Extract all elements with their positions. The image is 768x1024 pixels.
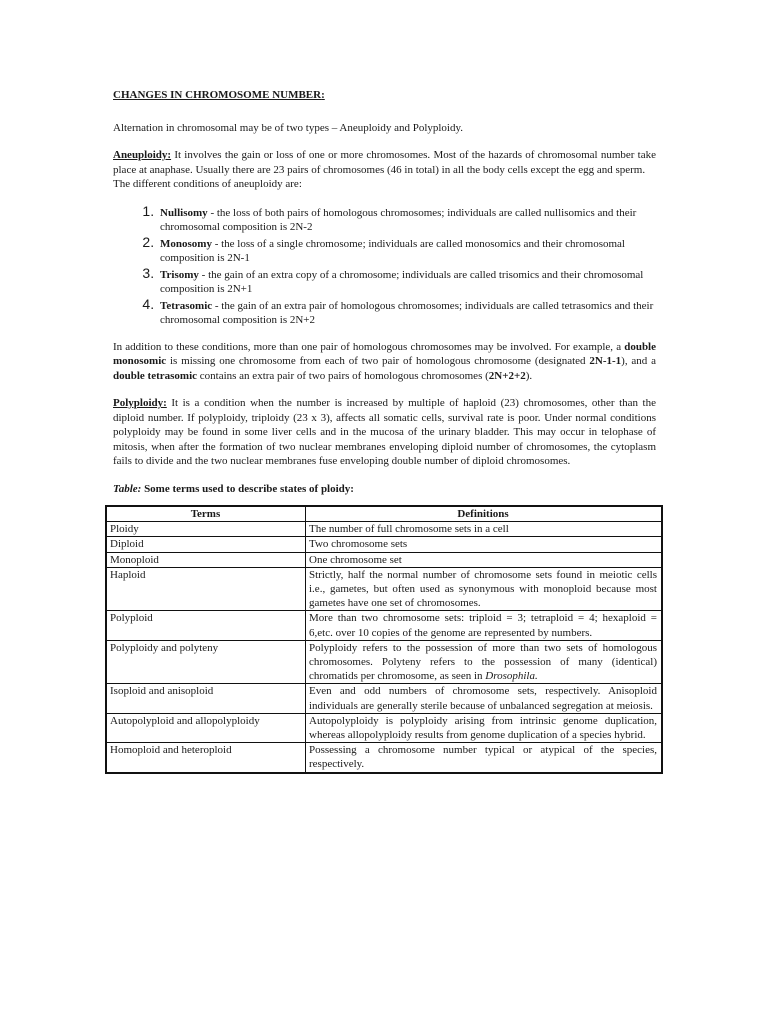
- conditions-list: [113, 204, 656, 328]
- definition-cell: Even and odd numbers of chromosome sets, respectively. Anisoploid individuals are generally sterile because of unbalanced segregation at meiosis.: [306, 684, 663, 713]
- definition-cell: Two chromosome sets: [306, 537, 663, 552]
- aneuploidy-term: Aneuploidy:: [113, 149, 172, 161]
- table-row: [106, 743, 662, 773]
- header-definitions: Definitions: [306, 506, 663, 522]
- table-caption: Table: Some terms used to describe states of ploidy:: [113, 482, 354, 495]
- term-cell: Ploidy: [106, 522, 306, 537]
- table-row: [106, 537, 662, 552]
- header-terms: Terms: [106, 506, 306, 522]
- table-header-row: [106, 506, 662, 522]
- term-cell: Haploid: [106, 567, 306, 611]
- table-row: [106, 567, 662, 611]
- definition-cell: Possessing a chromosome number typical or atypical of the species, respectively.: [306, 743, 663, 773]
- addition-paragraph: In addition to these conditions, more than one pair of homologous chromosomes may be involved. For example, a double monosomic is missing one chromosome from each of two pair of homologous chromosome (designated 2N-1-1), and a double tetrasomic contains an extra pair of two pairs of homologous chromosomes (2N+2+2).: [113, 340, 656, 382]
- table-row: [106, 640, 662, 684]
- definition-cell: One chromosome set: [306, 552, 663, 567]
- definition-cell: The number of full chromosome sets in a cell: [306, 522, 663, 537]
- aneuploidy-paragraph: Aneuploidy: It involves the gain or loss of one or more chromosomes. Most of the hazards of chromosomal number take place at anaphase. Usually there are 23 pairs of chromosomes (46 in total) in all the body cells except the egg and sperm.: [113, 149, 656, 176]
- definition-cell: Strictly, half the normal number of chromosome sets found in meiotic cells i.e., gametes, but often used as synonymous with monoploid because most gametes have one set of chromosomes.: [306, 567, 663, 611]
- polyploidy-paragraph: Polyploidy: It is a condition when the number is increased by multiple of haploid (23) chromosomes, other than the diploid number. If polyploidy, triploidy (23 x 3), affects all somatic cells, survival rate is poor. Under normal conditions polyploidy may be found in some liver cells and in the mucosa of the urinary bladder. This may occur in telophase of mitosis, when after the formation of two nuclear membranes enveloping diploid number of chromosomes, the cytoplasm fails to divide and the two nuclear membranes fuse enveloping double number of diploid chromosomes.: [113, 397, 656, 467]
- term-cell: Autopolyploid and allopolyploidy: [106, 713, 306, 742]
- table-row: [106, 684, 662, 713]
- term-cell: Polyploidy and polyteny: [106, 640, 306, 684]
- list-item: 2. Monosomy - the loss of a single chromosome; individuals are called monosomics and their chromosomal composition is 2N-1: [158, 235, 656, 266]
- list-item: 3. Trisomy - the gain of an extra copy of a chromosome; individuals are called trisomics and their chromosomal composition is 2N+1: [158, 266, 656, 297]
- polyploidy-term: Polyploidy:: [113, 397, 167, 409]
- term-cell: Isoploid and anisoploid: [106, 684, 306, 713]
- intro-paragraph: Alternation in chromosomal may be of two types – Aneuploidy and Polyploidy.: [113, 121, 464, 134]
- list-item: 4. Tetrasomic - the gain of an extra pair of homologous chromosomes; individuals are called tetrasomics and their chromosomal composition is 2N+2: [158, 297, 656, 328]
- page-title: CHANGES IN CHROMOSOME NUMBER:: [113, 89, 325, 101]
- ploidy-table: [105, 505, 663, 774]
- definition-cell: Autopolyploidy is polyploidy arising from intrinsic genome duplication, whereas allopolyploidy results from genome duplication of a species hybrid.: [306, 713, 663, 742]
- list-item: 1. Nullisomy - the loss of both pairs of homologous chromosomes; individuals are called nullisomics and their chromosomal composition is 2N-2: [158, 204, 656, 235]
- table-row: [106, 522, 662, 537]
- table-row: [106, 552, 662, 567]
- conditions-intro: The different conditions of aneuploidy are:: [113, 178, 302, 190]
- table-row: [106, 611, 662, 640]
- term-cell: Diploid: [106, 537, 306, 552]
- term-cell: Homoploid and heteroploid: [106, 743, 306, 773]
- term-cell: Monoploid: [106, 552, 306, 567]
- definition-cell: Polyploidy refers to the possession of more than two sets of homologous chromosomes. Polyteny refers to the possession of many (identical) chromatids per chromosome, as seen in Drosophila.: [306, 640, 663, 684]
- definition-cell: More than two chromosome sets: triploid = 3; tetraploid = 4; hexaploid = 6,etc. over 10 copies of the genome are represented by numbers.: [306, 611, 663, 640]
- term-cell: Polyploid: [106, 611, 306, 640]
- document-page: [110, 88, 657, 774]
- table-row: [106, 713, 662, 742]
